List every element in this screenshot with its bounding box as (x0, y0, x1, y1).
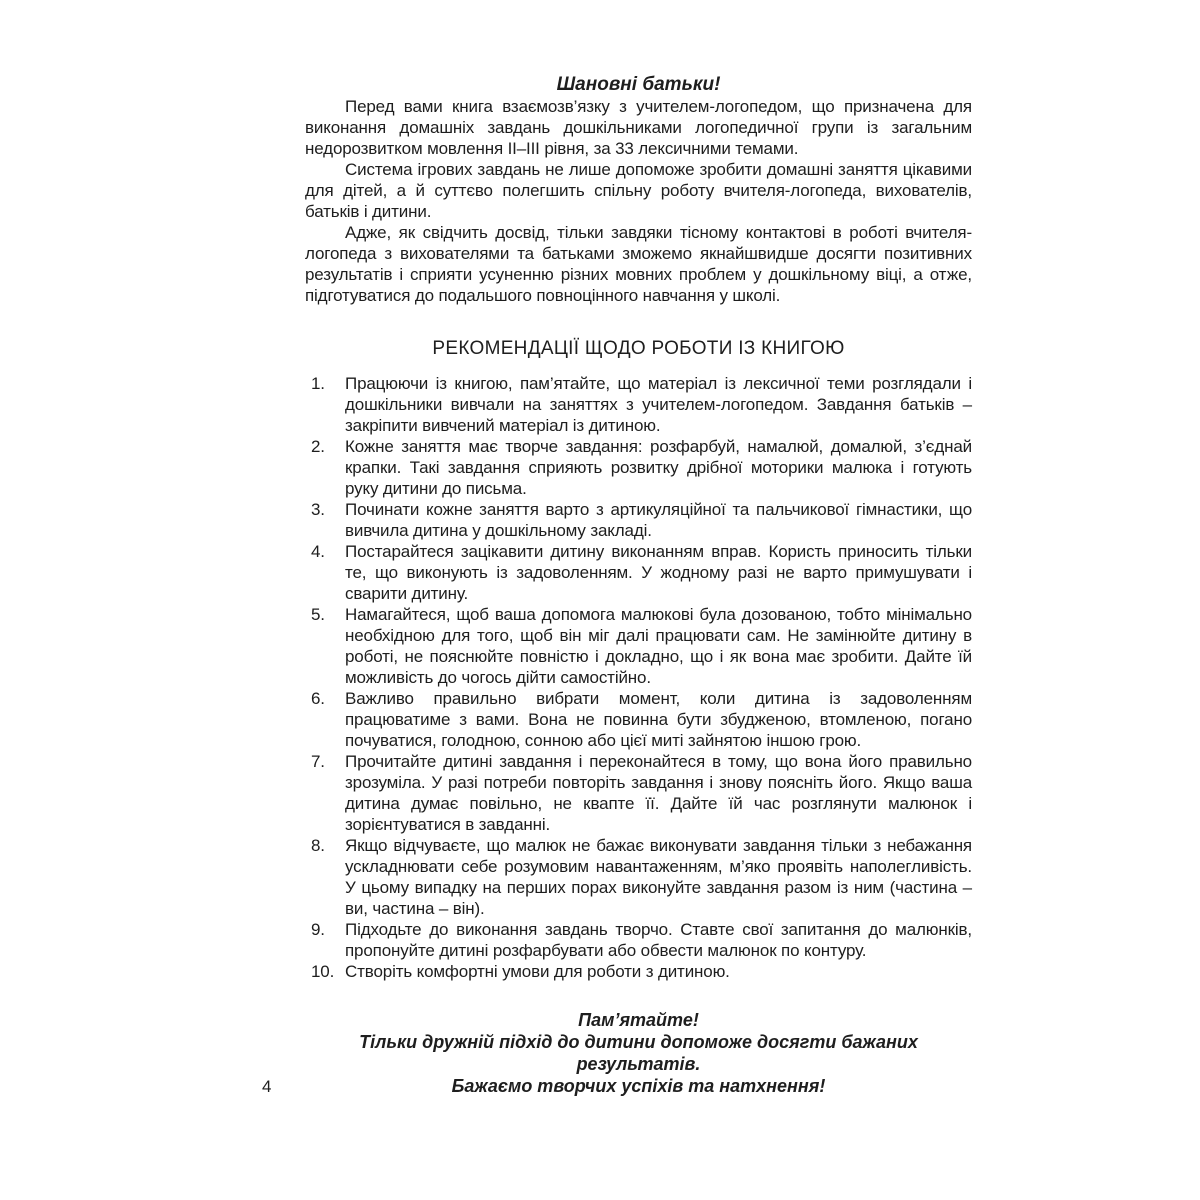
recommendations-list (305, 373, 972, 982)
list-item (305, 961, 972, 982)
list-item-number: 8. (311, 836, 325, 855)
list-item-text: Створіть комфортні умови для роботи з дитиною. (345, 962, 730, 981)
paragraph: Адже, як свідчить досвід, тільки завдяки тісному контактові в роботі вчителя-логопеда з вихователями та батьками зможемо якнайшвидше досягти позитивних результатів і сприяти усуненню різних мовних проблем у дошкільному віці, а отже, підготуватися до подальшого повноцінного навчання у школі. (305, 223, 972, 305)
intro-title: Шановні батьки! (556, 74, 721, 95)
list-item (305, 835, 972, 919)
list-item (305, 436, 972, 499)
list-item-text: Якщо відчуваєте, що малюк не бажає виконувати завдання тільки з небажання ускладнювати себе розумовим навантаженням, м’яко проявіть наполегливість. У цьому випадку на перших порах виконуйте завдання разом із ним (частина – ви, частина – він). (345, 836, 972, 918)
list-item-text: Постарайтеся зацікавити дитину виконанням вправ. Користь приносить тільки те, що виконують із задоволенням. У жодному разі не варто примушувати і сварити дитину. (345, 542, 972, 603)
list-item-number: 5. (311, 605, 325, 624)
list-item-number: 6. (311, 689, 325, 708)
list-item-number: 7. (311, 752, 325, 771)
list-item-text: Кожне заняття має творче завдання: розфарбуй, намалюй, домалюй, з’єднай крапки. Такі завдання сприяють розвитку дрібної моторики малюка і готують руку дитини до письма. (345, 437, 972, 498)
list-item-number: 1. (311, 374, 325, 393)
list-item-number: 4. (311, 542, 325, 561)
list-item-text: Підходьте до виконання завдань творчо. Ставте свої запитання до малюнків, пропонуйте дитині розфарбувати або обвести малюнок по контуру. (345, 920, 972, 960)
footer-line-2: Бажаємо творчих успіхів та натхнення! (451, 1076, 826, 1096)
list-item (305, 604, 972, 688)
footer-line-1: Тільки дружній підхід до дитини допоможе досягти бажаних результатів. (359, 1032, 918, 1074)
list-item (305, 751, 972, 835)
intro-paragraphs (305, 96, 972, 306)
list-item (305, 541, 972, 604)
list-item (305, 499, 972, 541)
list-item-text: Працюючи із книгою, пам’ятайте, що матеріал із лексичної теми розглядали і дошкільники вивчали на заняттях з учителем-логопедом. Завдання батьків – закріпити вивчений матеріал із дитиною. (345, 374, 972, 435)
text-column (305, 74, 972, 1097)
list-item-text: Прочитайте дитині завдання і переконайтеся в тому, що вона його правильно зрозуміла. У разі потреби повторіть завдання і знову поясніть його. Якщо ваша дитина думає повільно, не квапте її. Дайте їй час розглянути малюнок і зорієнтуватися в завданні. (345, 752, 972, 834)
footer-reminder-title: Пам’ятайте! (578, 1010, 699, 1030)
paragraph: Перед вами книга взаємозв’язку з учителем-логопедом, що призначена для виконання домашніх завдань дошкільниками логопедичної групи із загальним недорозвитком мовлення ІІ–ІІІ рівня, за 33 лексичними темами. (305, 97, 972, 158)
list-item-number: 9. (311, 920, 325, 939)
list-item-number: 2. (311, 437, 325, 456)
list-item (305, 919, 972, 961)
list-item-number: 3. (311, 500, 325, 519)
list-item (305, 688, 972, 751)
footer-block (305, 1009, 972, 1097)
page-number: 4 (262, 1077, 272, 1096)
list-item-number: 10. (311, 962, 335, 981)
list-item-text: Важливо правильно вибрати момент, коли дитина із задоволенням працюватиме з вами. Вона не повинна бути збудженою, втомленою, погано почуватися, голодною, сонною або цієї миті зайнятою іншою грою. (345, 689, 972, 750)
list-item-text: Намагайтеся, щоб ваша допомога малюкові була дозованою, тобто мінімально необхідною для того, щоб він міг далі працювати сам. Не замінюйте дитину в роботі, не пояснюйте повністю і докладно, що і як вона має зробити. Дайте їй можливість до чогось дійти самостійно. (345, 605, 972, 687)
list-item-text: Починати кожне заняття варто з артикуляційної та пальчикової гімнастики, що вивчила дитина у дошкільному закладі. (345, 500, 972, 540)
recommendations-heading: РЕКОМЕНДАЦІЇ ЩОДО РОБОТИ ІЗ КНИГОЮ (432, 338, 845, 359)
list-item (305, 373, 972, 436)
paragraph: Система ігрових завдань не лише допоможе зробити домашні заняття цікавими для дітей, а й суттєво полегшить спільну роботу вчителя-логопеда, вихователів, батьків і дитини. (305, 160, 972, 221)
